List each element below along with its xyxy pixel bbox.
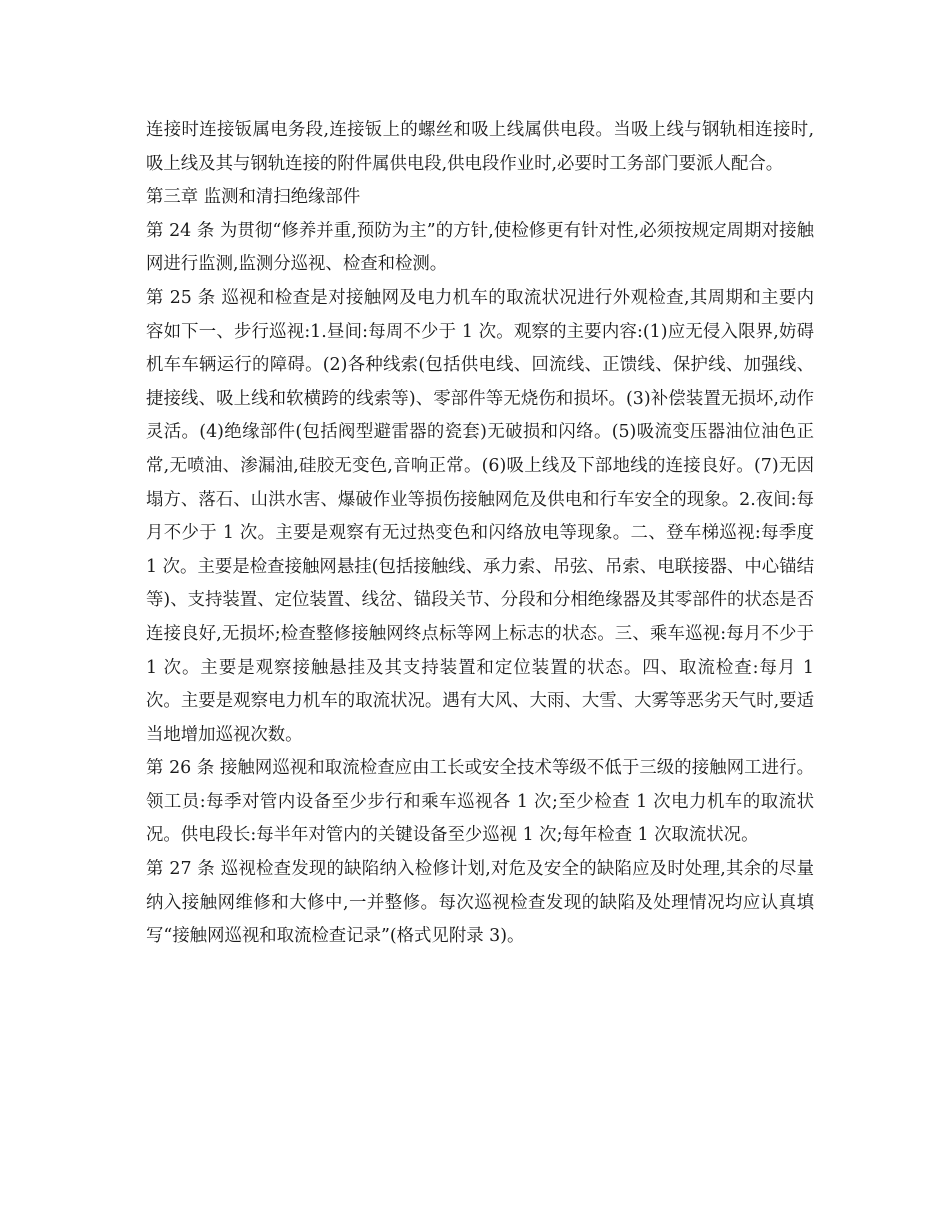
paragraph-continuation: 连接时连接钣属电务段,连接钣上的螺丝和吸上线属供电段。当吸上线与钢轨相连接时,吸上线及其与钢轨连接的附件属供电段,供电段作业时,必要时工务部门要派人配合。 [146,120,814,174]
article-24: 第 24 条 为贯彻“修养并重,预防为主”的方针,使检修更有针对性,必须按规定周期对接触网进行监测,监测分巡视、检查和检测。 [146,220,814,275]
document-page [146,114,814,954]
chapter-heading: 第三章 监测和清扫绝缘部件 [146,187,361,208]
article-27: 第 27 条 巡视检查发现的缺陷纳入检修计划,对危及安全的缺陷应及时处理,其余的尽量纳入接触网维修和大修中,一并整修。每次巡视检查发现的缺陷及处理情况均应认真填写“接触网巡视和取流检查记录”(格式见附录 3)。 [146,859,814,947]
article-25: 第 25 条 巡视和检查是对接触网及电力机车的取流状况进行外观检查,其周期和主要内容如下一、步行巡视:1.昼间:每周不少于 1 次。观察的主要内容:(1)应无侵入限界,妨碍机车车辆运行的障碍。(2)各种线索(包括供电线、回流线、正馈线、保护线、加强线、捷接线、吸上线和软横跨的线索等)、零部件等无烧伤和损坏。(3)补偿装置无损坏,动作灵活。(4)绝缘部件(包括阀型避雷器的瓷套)无破损和闪络。(5)吸流变压器油位油色正常,无喷油、渗漏油,硅胶无变色,音响正常。(6)吸上线及下部地线的连接良好。(7)无因塌方、落石、山洪水害、爆破作业等损伤接触网危及供电和行车安全的现象。2.夜间:每月不少于 1 次。主要是观察有无过热变色和闪络放电等现象。二、登车梯巡视:每季度 1 次。主要是检查接触网悬挂(包括接触线、承力索、吊弦、吊索、电联接器、中心锚结等)、支持装置、定位装置、线岔、锚段关节、分段和分相绝缘器及其零部件的状态是否连接良好,无损坏;检查整修接触网终点标等网上标志的状态。三、乘车巡视:每月不少于 1 次。主要是观察接触悬挂及其支持装置和定位装置的状态。四、取流检查:每月 1 次。主要是观察电力机车的取流状况。遇有大风、大雨、大雪、大雾等恶劣天气时,要适当地增加巡视次数。 [146,287,814,745]
article-26: 第 26 条 接触网巡视和取流检查应由工长或安全技术等级不低于三级的接触网工进行。领工员:每季对管内设备至少步行和乘车巡视各 1 次;至少检查 1 次电力机车的取流状况。供电段长:每半年对管内的关键设备至少巡视 1 次;每年检查 1 次取流状况。 [146,758,814,846]
